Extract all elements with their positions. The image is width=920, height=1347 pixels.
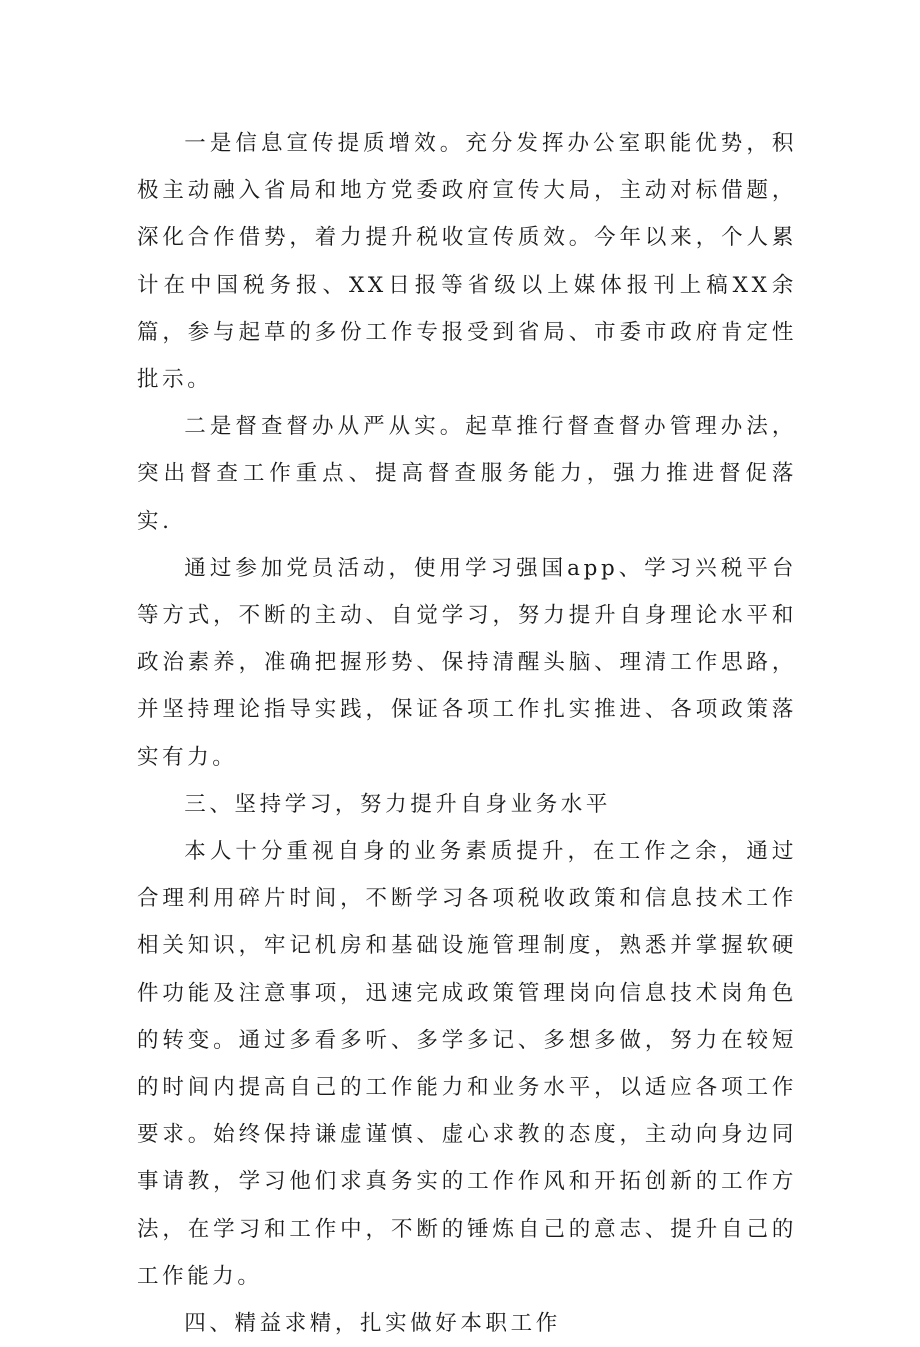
paragraph-business-study: 本人十分重视自身的业务素质提升，在工作之余，通过合理利用碎片时间，不断学习各项税收政策和信息技术工作相关知识，牢记机房和基础设施管理制度，熟悉并掌握软硬件功能及注意事项，迅速完成政策管理岗向信息技术岗角色的转变。通过多看多听、多学多记、多想多做，努力在较短的时间内提高自己的工作能力和业务水平，以适应各项工作要求。始终保持谦虚谨慎、虚心求教的态度，主动向身边同事请教，学习他们求真务实的工作作风和开拓创新的工作方法，在学习和工作中，不断的锤炼自己的意志、提升自己的工作能力。 [137, 839, 797, 1289]
document-body [137, 120, 797, 1347]
heading-section-three: 三、坚持学习，努力提升自身业务水平 [184, 791, 611, 817]
paragraph-supervision: 二是督查督办从严从实。起草推行督查督办管理办法，突出督查工作重点、提高督查服务能力，强力推进督促落实. [137, 414, 797, 534]
heading-section-four: 四、精益求精，扎实做好本职工作 [184, 1311, 561, 1337]
paragraph-party-study: 通过参加党员活动，使用学习强国app、学习兴税平台等方式，不断的主动、自觉学习，努力提升自身理论水平和政治素养，准确把握形势、保持清醒头脑、理清工作思路，并坚持理论指导实践，保证各项工作扎实推进、各项政策落实有力。 [137, 555, 797, 770]
paragraph-info-publicity: 一是信息宣传提质增效。充分发挥办公室职能优势，积极主动融入省局和地方党委政府宣传大局，主动对标借题，深化合作借势，着力提升税收宣传质效。今年以来，个人累计在中国税务报、XX日报等省级以上媒体报刊上稿XX余篇，参与起草的多份工作专报受到省局、市委市政府肯定性批示。 [137, 131, 797, 393]
